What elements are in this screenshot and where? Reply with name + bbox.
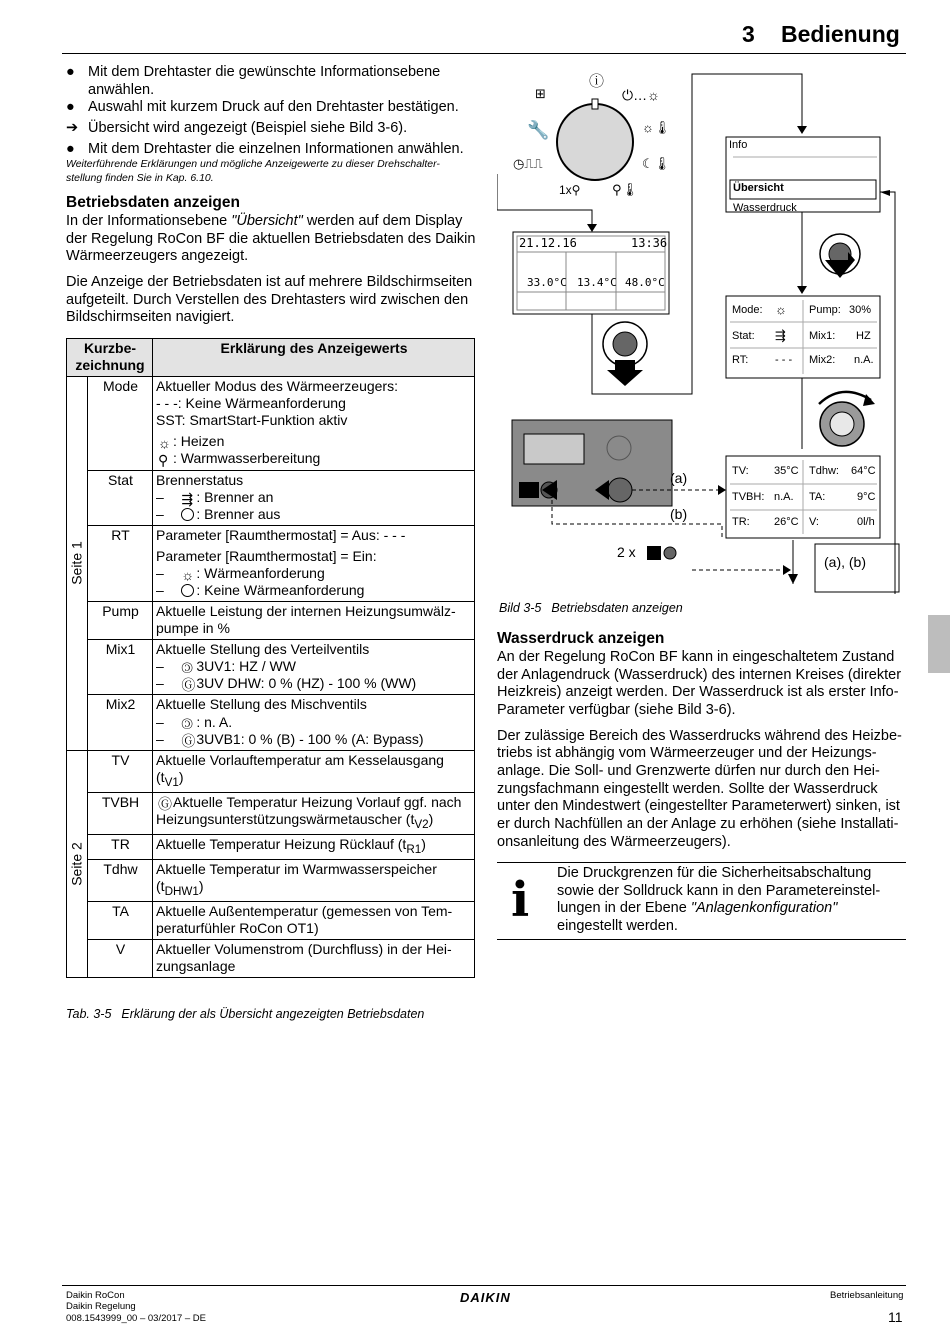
section-paragraph: In der Informationsebene "Übersicht" werden auf dem Display der Regelung RoCon BF die aktuellen Betriebsdaten des Daikin Wärmeerzeugers angezeigt. xyxy=(66,212,476,265)
intro-instructions xyxy=(66,64,476,185)
intro-bullet: ● Mit dem Drehtaster die einzelnen Informationen anwählen. xyxy=(66,140,464,157)
p2-tvbh-label: TVBH: xyxy=(732,491,765,503)
figure-diagram xyxy=(497,64,907,594)
moon-thermo-icon: ☾🌡 xyxy=(642,156,671,171)
p1-mix2-value: n.A. xyxy=(854,354,874,366)
chapter-side-tab xyxy=(928,615,950,673)
table-row: Seite 2 TV Aktuelle Vorlauftemperatur am Kesselausgang $(t_{V1})$ xyxy=(67,750,475,792)
p2-tv-label: TV: xyxy=(732,465,749,477)
page-number: 11 xyxy=(888,1309,903,1325)
label-a: (a) xyxy=(670,470,688,486)
sun-icon: ☼ xyxy=(181,566,195,583)
burner-on-icon: ⇶ xyxy=(775,328,786,343)
sun-icon: ☼ xyxy=(775,302,787,317)
table-row: Stat Brennerstatus – ⇶ : Brenner an – : Brenner aus xyxy=(67,470,475,525)
tap-once-icon: 1x⚲ xyxy=(559,183,581,197)
info-selected-item: Übersicht xyxy=(733,182,784,194)
table-row: TA Aktuelle Außentemperatur (gemessen von Tem- peraturfühler RoCon OT1) xyxy=(67,902,475,940)
no-demand-icon xyxy=(181,584,194,597)
info-panel xyxy=(726,137,880,212)
p1-stat-label: Stat: xyxy=(732,330,755,342)
display-temp: 48.0°C xyxy=(625,276,665,289)
p2-v-label: V: xyxy=(809,516,819,528)
burner-off-icon xyxy=(181,508,194,521)
header-rule xyxy=(62,53,906,54)
table-row: TVBH ⒼAktuelle Temperatur Heizung Vorlauf ggf. nach Heizungsunterstützungswärmetauscher $(t_{V2})$ xyxy=(67,792,475,834)
p2-tvbh-value: n.A. xyxy=(774,491,794,503)
figure-caption: Bild 3-5 Betriebsdaten anzeigen xyxy=(499,601,683,615)
label-2x: 2 x xyxy=(617,544,636,560)
intro-bullet: ● Auswahl mit kurzem Druck auf den Drehtaster bestätigen. xyxy=(66,99,459,116)
sun-icon: ☼ xyxy=(158,435,171,452)
hot-water-tap-icon: ⚲ xyxy=(158,452,169,469)
table-row: RT Parameter [Raumthermostat] = Aus: - - - Parameter [Raumthermostat] = Ein: – ☼ : Wärmeanforderung – : Keine Wärmeanforderung xyxy=(67,525,475,601)
section-paragraph: Die Anzeige der Betriebsdaten ist auf mehrere Bildschirmseiten aufgeteilt. Durch Verstellen des Drehtasters wird zwischen den Bildschirmseiten navigiert. xyxy=(66,273,473,326)
display-time: 13:36 xyxy=(631,236,668,250)
chapter-title: Bedienung xyxy=(781,21,900,47)
info-icon: i xyxy=(511,872,530,928)
table-row: Mix1 Aktuelle Stellung des Verteilventils – 🄯 3UV1: HZ / WW – Ⓖ3UV DHW: 0 % (HZ) - 100 % (WW) xyxy=(67,640,475,695)
p2-tdhw-label: Tdhw: xyxy=(809,465,839,477)
intro-bullet: ● Mit dem Drehtaster die gewünschte Informationsebene anwählen. xyxy=(66,64,441,98)
info-icon: ⓘ xyxy=(589,73,605,90)
info-note-text: Die Druckgrenzen für die Sicherheitsabschaltung sowie der Solldruck kann in den Parametereinstel- lungen in der Ebene "Anlagenkonfiguration" eingestellt werden. xyxy=(557,865,881,935)
table-row: Tdhw Aktuelle Temperatur im Warmwasserspeicher $(t_{DHW1})$ xyxy=(67,859,475,901)
table-row: Pump Aktuelle Leistung der internen Heizungsumwälz- pumpe in % xyxy=(67,602,475,640)
section-operating-data xyxy=(66,194,476,327)
rotary-knob xyxy=(557,104,633,180)
section-water-pressure xyxy=(497,630,907,851)
figure-operating-data xyxy=(497,64,907,594)
table-row: V Aktueller Volumenstrom (Durchfluss) in der Hei- zungsanlage xyxy=(67,940,475,978)
p2-v-value: 0l/h xyxy=(857,516,875,528)
tap-thermo-icon: ⚲🌡 xyxy=(612,182,639,197)
operating-data-table xyxy=(66,338,475,978)
p2-tdhw-value: 64°C xyxy=(851,465,876,477)
section-title: Betriebsdaten anzeigen xyxy=(66,194,240,211)
label-b: (b) xyxy=(670,506,688,522)
p2-ta-label: TA: xyxy=(809,491,826,503)
p2-ta-value: 9°C xyxy=(857,491,876,503)
page-group: Seite 2 xyxy=(67,750,88,978)
p1-mix1-value: HZ xyxy=(856,330,871,342)
section-paragraph: An der Regelung RoCon BF kann in eingeschaltetem Zustand der Anlagendruck (Wasserdruck) des internen Kreises (direkter Heizkreis) anzeigt werden. Der Wasserdruck ist als erster Info- Parameter verfügbar (siehe Bild 3-6). xyxy=(497,648,902,718)
table-row: Mix2 Aktuelle Stellung des Mischventils – 🄯 : n. A. – Ⓖ3UVB1: 0 % (B) - 100 % (A: Bypass) xyxy=(67,695,475,750)
p1-rt-value: - - - xyxy=(775,354,793,366)
p2-tr-value: 26°C xyxy=(774,516,799,528)
drop-icon: 🄯 xyxy=(181,660,193,677)
display-temp: 13.4°C xyxy=(577,276,617,289)
display-temp: 33.0°C xyxy=(527,276,567,289)
column-header-expl: Erklärung des Anzeigewerts xyxy=(153,339,475,377)
burner-on-icon: ⇶ xyxy=(181,490,194,507)
section-paragraph: Der zulässige Bereich des Wasserdrucks während des Heizbe- triebs ist abhängig vom Wärmeerzeuger und der Heizungs- anlage. Die Soll- und Grenzwerte dürfen nur durch den Hei- zungsfachmann eingestellt werden. Sollte der Wasserdruck unter den Mindestwert (eingestellter Parameterwert) sinken, ist er durch Nachfüllen an der Anlage zu erhöhen (siehe Installati- onsanleitung des Wärmeerzeugers). xyxy=(497,727,902,850)
p1-mix2-label: Mix2: xyxy=(809,354,836,366)
table-row: Seite 1 Mode Aktueller Modus des Wärmeerzeugers: - - -: Keine Wärmeanforderung SST: SmartStart-Funktion aktiv ☼ : Heizen ⚲ : Warmwasserbereitung xyxy=(67,377,475,470)
p1-mix1-label: Mix1: xyxy=(809,330,836,342)
table-caption: Tab. 3-5 Erklärung der als Übersicht angezeigten Betriebsdaten xyxy=(66,1007,425,1021)
p1-pump-label: Pump: xyxy=(809,304,841,316)
label-ab: (a), (b) xyxy=(824,554,866,570)
p2-tr-label: TR: xyxy=(732,516,750,528)
footer-doc-type: Betriebsanleitung xyxy=(830,1290,904,1301)
sun-thermo-icon: ☼🌡 xyxy=(642,120,671,135)
power-icon: ⏻…☼ xyxy=(622,87,660,103)
network-icon: ⊞ xyxy=(535,86,546,101)
intro-result: ➔ Übersicht wird angezeigt (Beispiel siehe Bild 3-6). xyxy=(66,120,408,137)
info-note-box xyxy=(497,862,906,940)
gc-icon: Ⓖ xyxy=(181,732,196,749)
column-header-abbr: Kurzbe- zeichnung xyxy=(67,339,153,377)
p1-pump-value: 30% xyxy=(849,304,872,316)
page-group: Seite 1 xyxy=(67,377,88,751)
gc-icon: Ⓖ xyxy=(181,677,196,694)
daikin-logo: DAIKIN xyxy=(460,1290,511,1305)
timer-program-icon: ◷⎍⎍ xyxy=(513,156,543,171)
info-title: Info xyxy=(729,139,748,151)
drop-icon: 🄯 xyxy=(181,715,193,732)
section-title: Wasserdruck anzeigen xyxy=(497,630,665,647)
footer-left: Daikin RoCon Daikin Regelung 008.1543999_00 – 03/2017 – DE xyxy=(66,1290,206,1324)
p1-mode-label: Mode: xyxy=(732,304,763,316)
gc-icon: Ⓖ xyxy=(158,795,172,812)
chapter-number: 3 xyxy=(742,21,755,47)
table-row: TR Aktuelle Temperatur Heizung Rücklauf $(t_{R1})$ xyxy=(67,834,475,859)
display-date: 21.12.16 xyxy=(519,236,577,250)
p2-tv-value: 35°C xyxy=(774,465,799,477)
info-item: Wasserdruck xyxy=(733,202,797,214)
intro-note: Weiterführende Erklärungen und mögliche Anzeigewerte zu dieser Drehschalter- stellung finden Sie in Kap. 6.10. xyxy=(66,158,440,184)
wrench-icon: 🔧 xyxy=(527,120,550,140)
footer-rule xyxy=(62,1285,906,1286)
p1-rt-label: RT: xyxy=(732,354,749,366)
